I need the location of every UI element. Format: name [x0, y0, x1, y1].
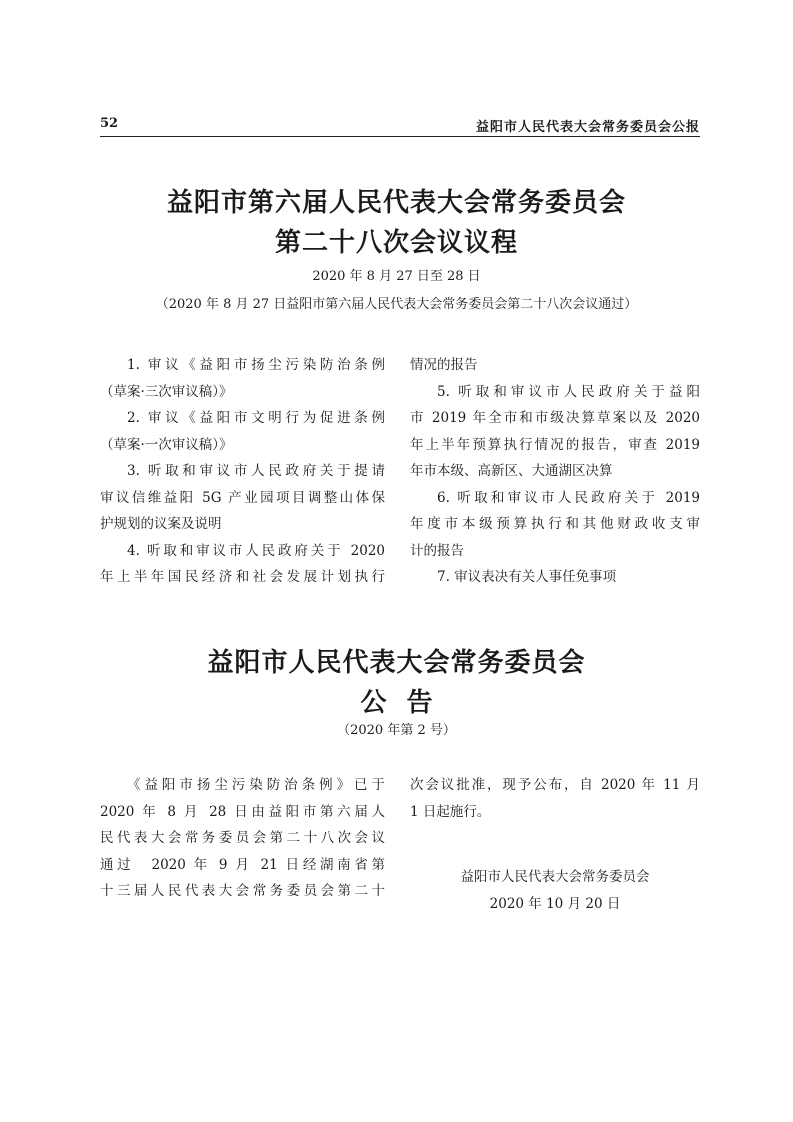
- page-number: 52: [100, 116, 119, 131]
- agenda-line: （草案·三次审议稿）》: [100, 383, 233, 400]
- notice-right-column: [410, 772, 700, 825]
- agenda-line: 2. 审议《益阳市文明行为促进条例: [127, 410, 385, 426]
- notice-line: 十三届人民代表大会常务委员会第二十: [100, 883, 385, 899]
- agenda-line: 7. 审议表决有关人事任免事项: [437, 569, 617, 585]
- notice-line: 次会议批准，现予公布，自 2020 年 11 月: [410, 777, 700, 793]
- agenda-line: 审议信维益阳 5G 产业园项目调整山体保: [100, 489, 385, 506]
- agenda-line: （草案·一次审议稿）》: [100, 436, 233, 453]
- agenda-line: 年上半年预算执行情况的报告，审查 2019: [410, 436, 700, 453]
- agenda-title-line1: 益阳市第六届人民代表大会常务委员会: [166, 188, 626, 218]
- agenda-date: 2020 年 8 月 27 日至 28 日: [312, 269, 481, 284]
- agenda-left-column: [100, 352, 385, 591]
- agenda-line: 护规划的议案及说明: [100, 516, 222, 532]
- header-rule: [100, 136, 700, 137]
- page-header: [100, 114, 700, 136]
- agenda-title-line2: 第二十八次会议议程: [274, 228, 518, 258]
- agenda-line: 5. 听取和审议市人民政府关于益阳: [437, 383, 700, 400]
- agenda-line: 情况的报告: [410, 357, 478, 373]
- notice-line: 2020 年 8 月 28 日由益阳市第六届人: [100, 803, 385, 820]
- agenda-line: 年度市本级预算执行和其他财政收支审: [410, 516, 700, 532]
- notice-signature-date: 2020 年 10 月 20 日: [489, 896, 621, 912]
- agenda-line: 计的报告: [410, 542, 464, 559]
- notice-left-column: [100, 772, 385, 905]
- notice-line: 通过 2020 年 9 月 21 日经湖南省第: [100, 856, 385, 873]
- agenda-line: 市 2019 年全市和市级决算草案以及 2020: [410, 410, 700, 426]
- notice-signature: 益阳市人民代表大会常务委员会: [460, 869, 650, 885]
- agenda-right-column: [410, 352, 700, 591]
- journal-title: 益阳市人民代表大会常务委员会公报: [475, 120, 700, 135]
- notice-line: 1 日起施行。: [410, 803, 491, 820]
- notice-line: 民代表大会常务委员会第二十八次会议: [100, 830, 385, 846]
- notice-line: 《益阳市扬尘污染防治条例》已于: [127, 777, 385, 793]
- agenda-line: 3. 听取和审议市人民政府关于提请: [127, 463, 385, 479]
- agenda-line: 6. 听取和审议市人民政府关于 2019: [437, 489, 700, 506]
- agenda-line: 年市本级、高新区、大通湖区决算: [410, 463, 613, 479]
- notice-title-line2: 公告: [360, 688, 453, 718]
- agenda-passed-note: （2020 年 8 月 27 日益阳市第六届人民代表大会常务委员会第二十八次会议通过）: [155, 297, 638, 312]
- agenda-line: 1. 审议《益阳市扬尘污染防治条例: [127, 357, 385, 373]
- agenda-line: 年上半年国民经济和社会发展计划执行: [100, 569, 385, 585]
- notice-title-line1: 益阳市人民代表大会常务委员会: [207, 648, 586, 678]
- notice-number: （2020 年第 2 号）: [337, 723, 456, 738]
- agenda-line: 4. 听取和审议市人民政府关于 2020: [127, 542, 385, 559]
